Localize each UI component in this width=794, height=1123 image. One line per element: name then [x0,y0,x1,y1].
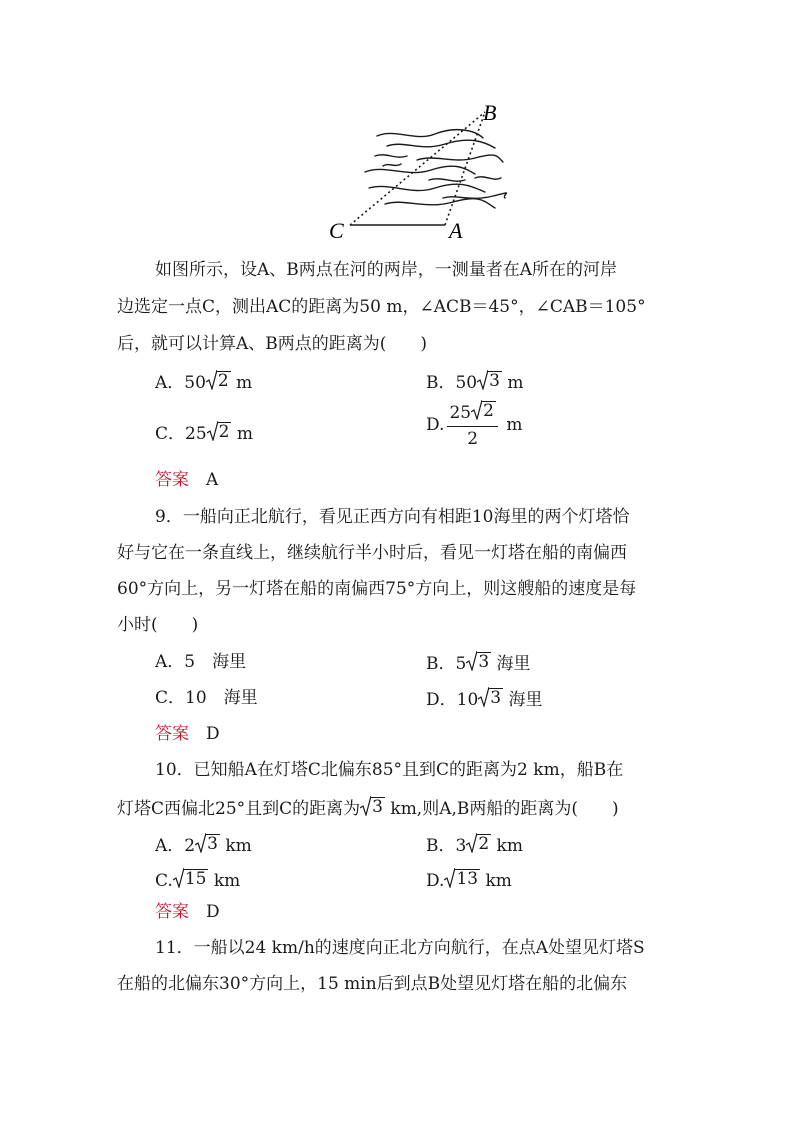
sqrt-symbol: 3 [195,833,220,853]
q9-line-4: 小时( ) [117,615,199,635]
q8-option-c-coef: C．25 [155,424,207,444]
q8-option-d: D. 25 2 2 m [426,401,523,449]
q10-option-d: D. 13 km [426,869,512,891]
q10-option-a: A．2 3 km [155,834,252,856]
q8-option-c: C．25 2 m [155,422,253,444]
q9-option-c: C．10 海里 [155,688,258,708]
q8-answer: 答案 A [155,470,219,490]
q10-answer: 答案 D [155,902,220,922]
q9-line-2: 好与它在一条直线上，继续航行半小时后，看见一灯塔在船的南偏西 [117,543,627,563]
river-waves [365,130,507,208]
sqrt-symbol: 3 [466,651,491,671]
q8-option-b-coef: B．50 [426,373,478,393]
sqrt-symbol: 3 [478,687,503,707]
q9-option-b: B．5 3 海里 [426,652,531,674]
sqrt-symbol: 2 [466,833,491,853]
q8-option-b: B．50 3 m [426,371,524,393]
q9-answer: 答案 D [155,724,220,744]
fraction: 25 2 2 [447,400,497,450]
sqrt-symbol: 2 [206,370,231,390]
q8-line-3: 后，就可以计算A、B两点的距离为( ) [117,334,428,354]
sqrt-symbol: 2 [471,400,496,420]
label-a: A [449,218,463,243]
q8-line-1: 如图所示，设A、B两点在河的两岸，一测量者在A所在的河岸 [155,260,618,280]
q11-line-2: 在船的北偏东30°方向上，15 min后到点B处望见灯塔在船的北偏东 [117,974,628,994]
sqrt-symbol: 2 [207,421,232,441]
q9-option-d: D．10 3 海里 [426,688,543,710]
sqrt-symbol: 3 [477,370,502,390]
q10-option-b: B．3 2 km [426,834,523,856]
sqrt-symbol: 3 [360,796,385,816]
q10-line-1: 10．已知船A在灯塔C北偏东85°且到C的距离为2 km，船B在 [155,760,624,780]
sqrt-symbol: 15 [173,868,209,888]
q8-option-a-coef: A．50 [155,373,206,393]
q9-line-1: 9．一船向正北航行，看见正西方向有相距10海里的两个灯塔恰 [155,507,630,527]
q10-line-2: 灯塔C西偏北25°且到C的距离为 3 km,则A,B两船的距离为( ) [117,797,619,819]
q9-line-3: 60°方向上，另一灯塔在船的南偏西75°方向上，则这艘船的速度是每 [117,579,637,599]
q10-option-c: C. 15 km [155,869,241,891]
q11-line-1: 11．一船以24 km/h的速度向正北方向航行，在点A处望见灯塔S [155,938,645,958]
sqrt-symbol: 13 [444,868,480,888]
river-diagram [325,98,515,248]
label-b: B [483,100,497,125]
q9-option-a: A．5 海里 [155,652,247,672]
q8-line-2: 边选定一点C，测出AC的距离为50 m，∠ACB＝45°，∠CAB＝105° [117,297,646,317]
label-c: C [329,218,344,243]
q8-option-a: A．50 2 m [155,371,253,393]
